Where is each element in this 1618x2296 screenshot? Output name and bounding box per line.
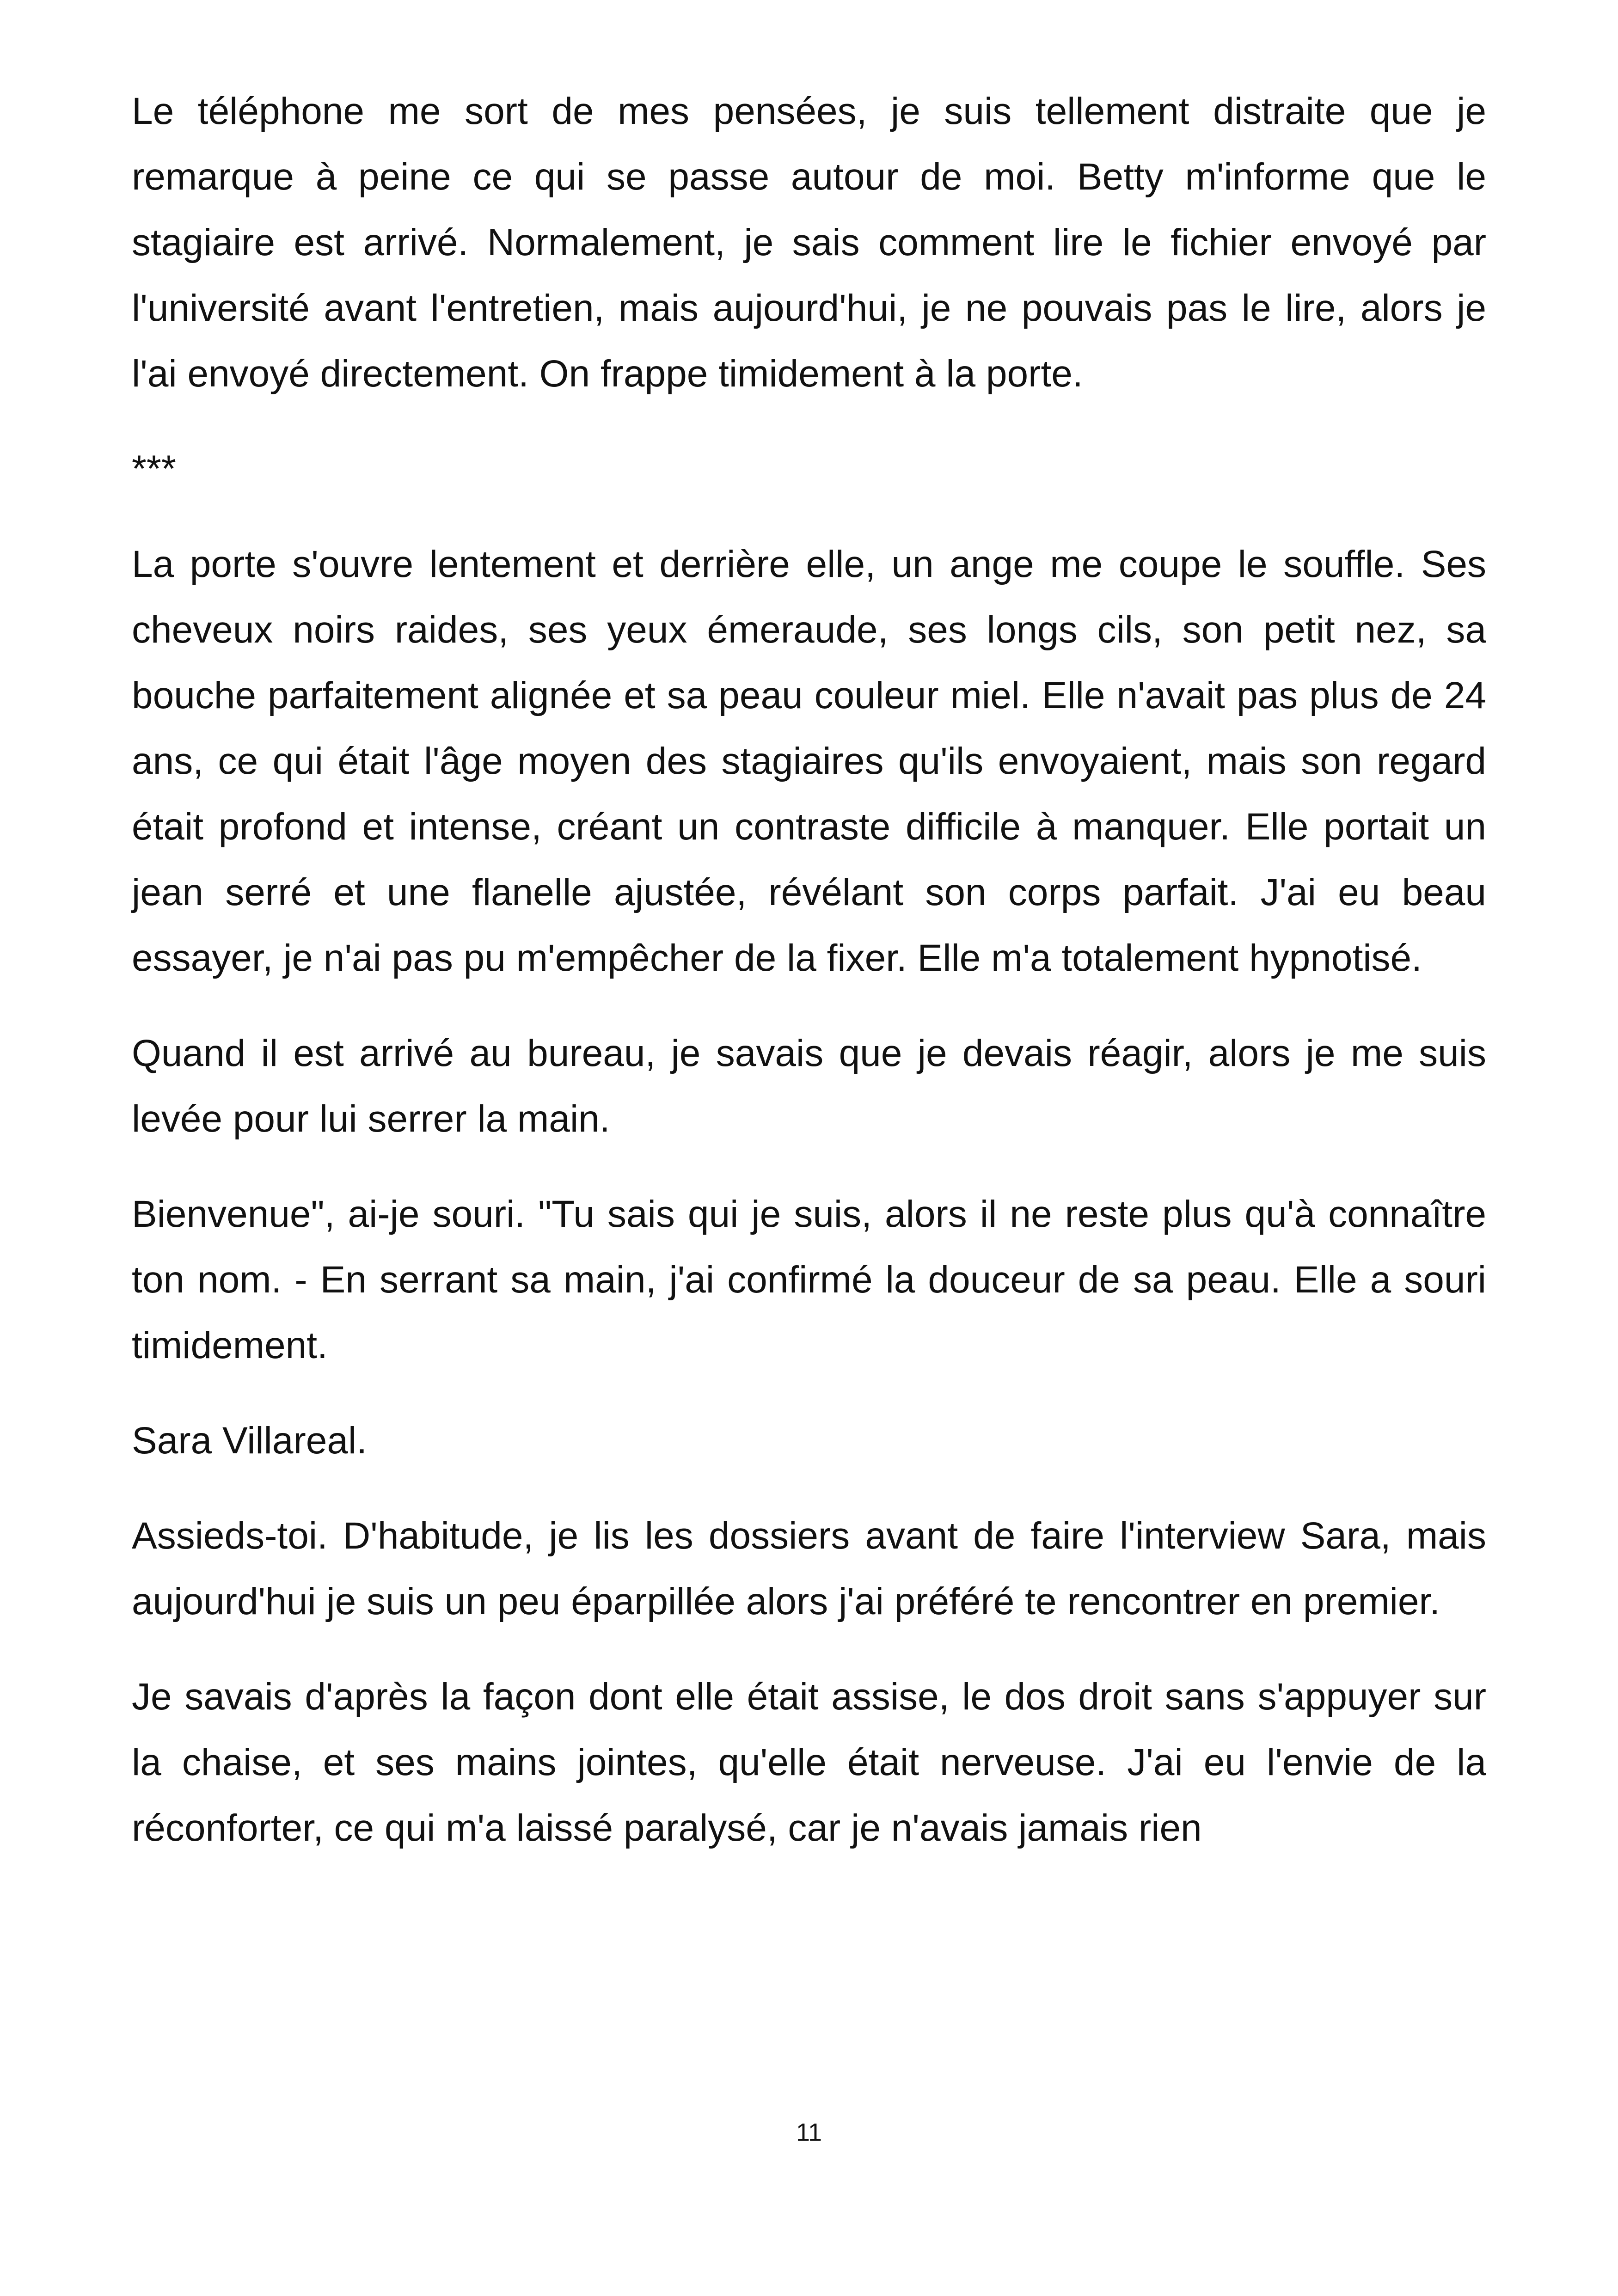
paragraph-5: Sara Villareal. [132,1420,367,1462]
paragraph-3: Quand il est arrivé au bureau, je savais que je devais réagir, alors je me suis levée pour lui serrer la main. [132,1032,1486,1140]
page-number: 11 [796,2118,822,2146]
scene-break: *** [132,448,176,490]
paragraph-1: Le téléphone me sort de mes pensées, je suis tellement distraite que je remarque à peine ce qui se passe autour de moi. Betty m'informe que le stagiaire est arrivé. Normalement, je sais comment lire le fichier envoyé par l'université avant l'entretien, mais aujourd'hui, je ne pouvais pas le lire, alors je l'ai envoyé directement. On frappe timidement à la porte. [132,90,1486,395]
body-text [132,79,1486,1861]
paragraph-7: Je savais d'après la façon dont elle était assise, le dos droit sans s'appuyer sur la chaise, et ses mains jointes, qu'elle était nerveuse. J'ai eu l'envie de la réconforter, ce qui m'a laissé paralysé, car je n'avais jamais rien [132,1676,1486,1849]
paragraph-2: La porte s'ouvre lentement et derrière elle, un ange me coupe le souffle. Ses cheveux noirs raides, ses yeux émeraude, ses longs cils, son petit nez, sa bouche parfaitement alignée et sa peau couleur miel. Elle n'avait pas plus de 24 ans, ce qui était l'âge moyen des stagiaires qu'ils envoyaient, mais son regard était profond et intense, créant un contraste difficile à manquer. Elle portait un jean serré et une flanelle ajustée, révélant son corps parfait. J'ai eu beau essayer, je n'ai pas pu m'empêcher de la fixer. Elle m'a totalement hypnotisé. [132,543,1486,979]
paragraph-6: Assieds-toi. D'habitude, je lis les dossiers avant de faire l'interview Sara, mais aujourd'hui je suis un peu éparpillée alors j'ai préféré te rencontrer en premier. [132,1515,1486,1623]
paragraph-4: Bienvenue", ai-je souri. "Tu sais qui je suis, alors il ne reste plus qu'à connaître ton nom. - En serrant sa main, j'ai confirmé la douceur de sa peau. Elle a souri timidement. [132,1193,1486,1366]
